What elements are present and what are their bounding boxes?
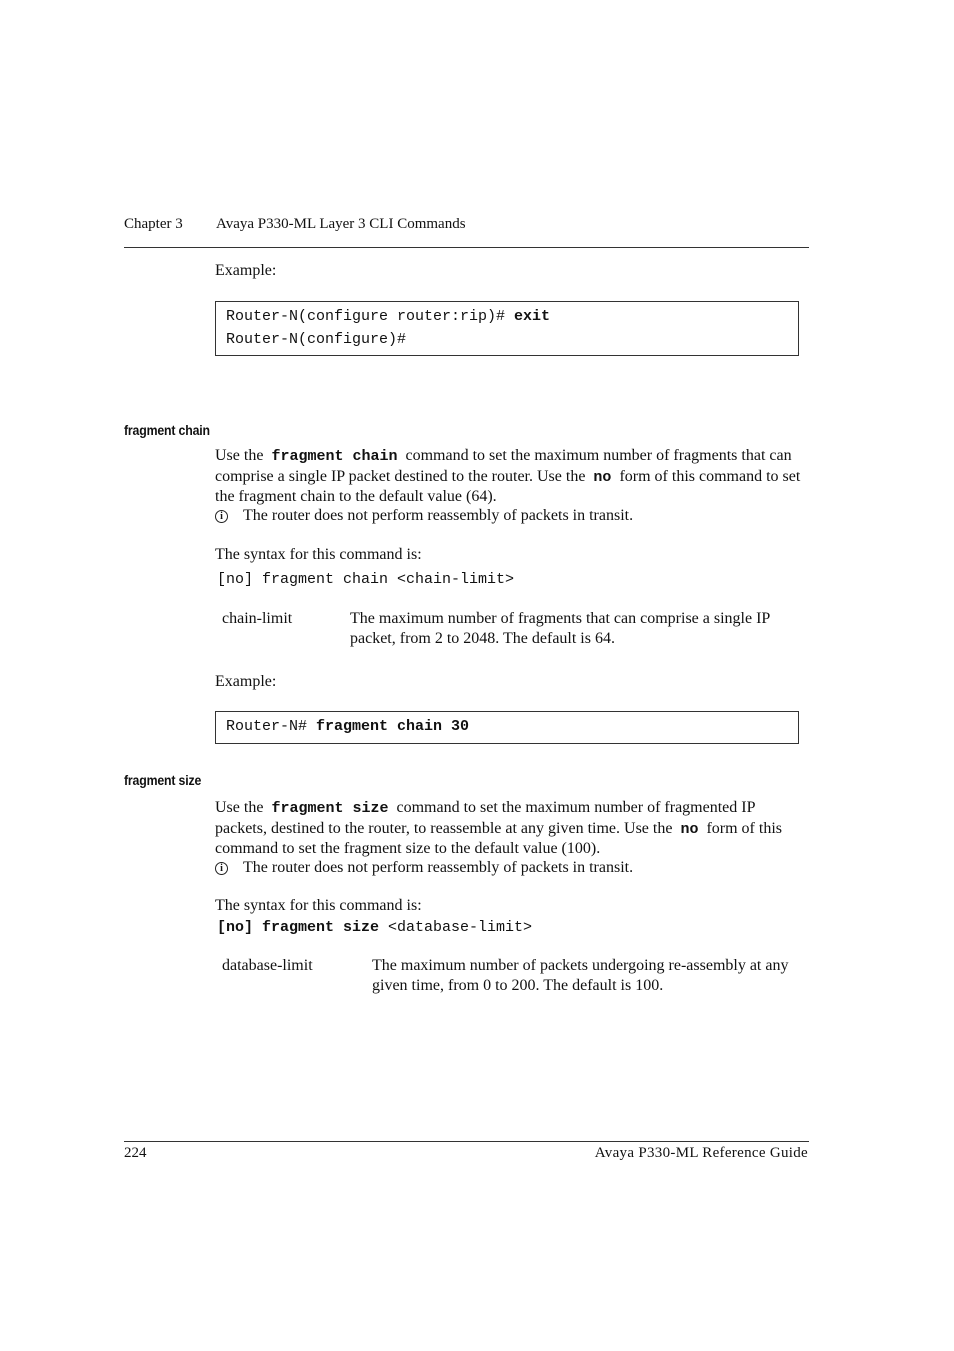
example-label: Example:: [215, 673, 277, 690]
example-label: Example:: [215, 262, 277, 279]
code-prompt: Router-N#: [226, 718, 317, 735]
syntax-line: [no] fragment size <database-limit>: [217, 919, 533, 936]
section-heading: fragment chain: [124, 422, 210, 438]
info-icon: i: [215, 510, 228, 523]
page-number: 224: [124, 1145, 147, 1161]
header-chapter: Chapter 3: [124, 216, 183, 232]
param-name: chain-limit: [222, 610, 293, 627]
syntax-label: The syntax for this command is:: [215, 897, 422, 914]
code-line: Router-N(configure)#: [226, 331, 407, 348]
footer-guide-title: Avaya P330-ML Reference Guide: [594, 1145, 808, 1161]
code-block: [215, 301, 799, 356]
inline-command: fragment size: [271, 800, 389, 817]
code-prompt: Router-N(configure router:rip)#: [226, 308, 515, 325]
syntax-label: The syntax for this command is:: [215, 546, 422, 563]
inline-keyword: no: [593, 468, 612, 486]
code-command: fragment chain 30: [316, 718, 470, 735]
code-block: [215, 711, 799, 744]
code-line: [226, 308, 550, 325]
note-text: The router does not perform reassembly of packets in transit.: [243, 507, 634, 524]
note: [215, 859, 633, 877]
inline-command: fragment chain: [271, 448, 398, 465]
footer-rule: [124, 1141, 809, 1142]
inline-keyword: no: [680, 820, 699, 838]
code-line: [226, 718, 469, 735]
header-title: Avaya P330-ML Layer 3 CLI Commands: [216, 216, 466, 232]
note: [215, 507, 633, 525]
description-paragraph: Use the fragment size command to set the maximum number of fragmented IP packets, destined to the router, to reassemble at any given time. Use the no form of this command to set the fragment size to the default value (100).: [215, 799, 782, 857]
header-rule: [124, 247, 809, 248]
param-description: The maximum number of fragments that can comprise a single IP packet, from 2 to 2048. The default is 64.: [350, 610, 770, 647]
note-text: The router does not perform reassembly of packets in transit.: [243, 859, 634, 876]
description-paragraph: Use the fragment chain command to set the maximum number of fragments that can comprise a single IP packet destined to the router. Use the no form of this command to set the fragment chain to the default value (64).: [215, 447, 801, 505]
section-heading: fragment size: [124, 772, 202, 788]
param-name: database-limit: [222, 957, 313, 974]
code-command: exit: [514, 308, 551, 325]
info-icon: i: [215, 862, 228, 875]
syntax-line: [no] fragment chain <chain-limit>: [217, 571, 515, 588]
param-description: The maximum number of packets undergoing re-assembly at any given time, from 0 to 200. The default is 100.: [372, 957, 789, 994]
